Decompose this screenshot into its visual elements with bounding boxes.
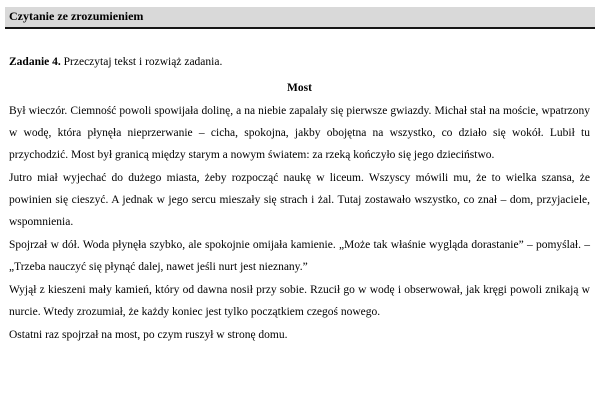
task-instruction: Przeczytaj tekst i rozwiąż zadania. xyxy=(60,56,223,68)
section-header-bar xyxy=(5,7,595,29)
story-paragraph-5: Ostatni raz spojrzał na most, po czym ruszył w stronę domu. xyxy=(9,329,288,341)
story-title: Most xyxy=(287,82,312,94)
section-title: Czytanie ze zrozumieniem xyxy=(9,9,144,23)
story-paragraph-1: Był wieczór. Ciemność powoli spowijała dolinę, a na niebie zapalały się pierwsze gwiazdy. Michał stał na moście, wpatrzony w wodę, która płynęła nieprzerwanie – cicha, spokojna, jakby obojętna na wszystko, co działo się wokół. Lubił tu przychodzić. Most był granicą między starym a nowym światem: za rzeką kończyło się jego dzieciństwo. xyxy=(9,105,590,161)
worksheet-page xyxy=(0,7,600,407)
story-paragraph-4: Wyjął z kieszeni mały kamień, który od dawna nosił przy sobie. Rzucił go w wodę i obserwował, jak kręgi powoli znikają w nurcie. Wtedy zrozumiał, że każdy koniec jest tylko początkiem czegoś nowego. xyxy=(9,284,590,318)
task-line xyxy=(9,54,590,70)
story-paragraph-2: Jutro miał wyjechać do dużego miasta, żeby rozpocząć naukę w liceum. Wszyscy mówili mu, że to wielka szansa, że powinien się cieszyć. A jednak w jego sercu mieszały się strach i żal. Tutaj zostawało wszystko, co znał – dom, przyjaciele, wspomnienia. xyxy=(9,172,590,228)
story-paragraph-3: Spojrzał w dół. Woda płynęła szybko, ale spokojnie omijała kamienie. „Może tak właśnie wygląda dorastanie” – pomyślał. – „Trzeba nauczyć się płynąć dalej, nawet jeśli nurt jest nieznany.” xyxy=(9,239,590,273)
task-number: Zadanie 4. xyxy=(9,56,61,68)
worksheet-content xyxy=(0,54,600,346)
